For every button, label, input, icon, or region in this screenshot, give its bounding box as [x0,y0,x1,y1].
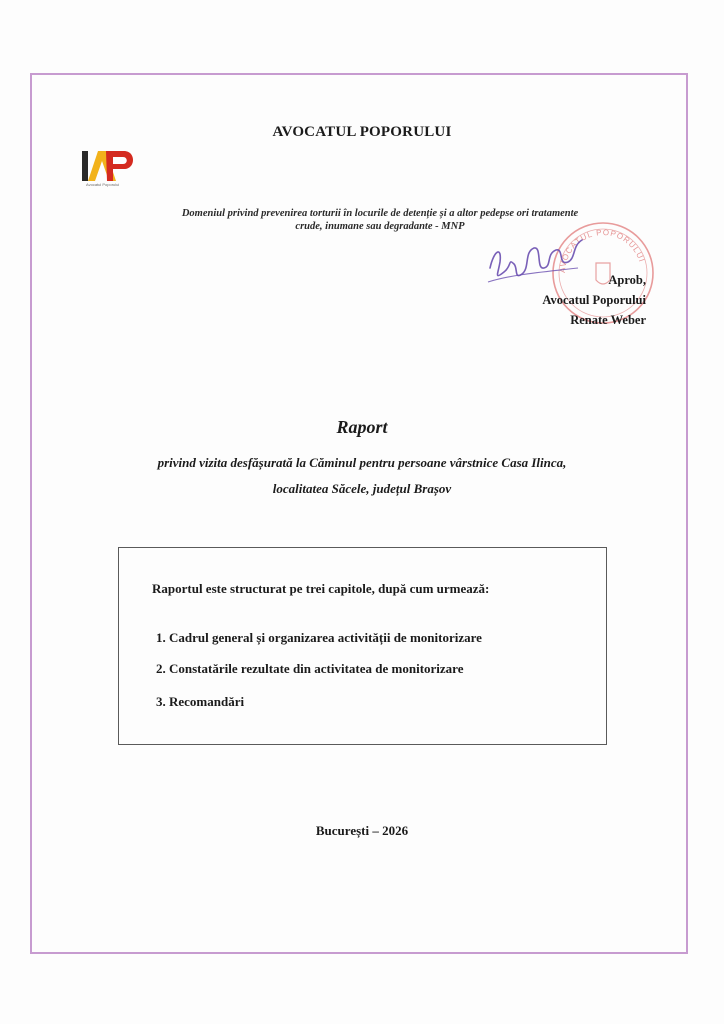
chapters-box [118,547,607,745]
page-border [30,73,688,954]
chapter-item: 2. Constatările rezultate din activitatea de monitorizare [156,661,464,676]
approval-block [500,270,646,330]
report-subtitle [112,450,612,502]
place-date: București – 2026 [315,823,409,838]
chapters-intro: Raportul este structurat pe trei capitole, după cum urmează: [152,581,490,596]
report-title: Raport [336,417,388,437]
logo-p-shape [106,151,133,181]
approval-role: Avocatul Poporului [542,293,646,307]
approval-label: Aprob, [608,273,646,287]
domain-line-1: Domeniul privind prevenirea torturii în locurile de detenție și a altor pedepse ori tratamente [181,208,579,219]
logo-bar [82,151,88,181]
logo-caption: Avocatul Poporului [86,182,120,187]
chapter-item: 1. Cadrul general și organizarea activității de monitorizare [156,630,482,645]
chapter-item: 3. Recomandări [156,694,245,709]
stamp-text: AVOCATUL POPORULUI [557,227,647,274]
institution-title: AVOCATUL POPORULUI [272,124,452,140]
approval-name: Renate Weber [570,313,646,327]
report-subtitle-line-2: localitatea Săcele, județul Brașov [272,481,452,496]
logo-letters: AP [140,191,142,192]
domain-line-2: crude, inumane sau degradante - MNP [295,221,465,232]
report-subtitle-line-1: privind vizita desfășurată la Căminul pentru persoane vârstnice Casa Ilinca, [157,455,567,470]
